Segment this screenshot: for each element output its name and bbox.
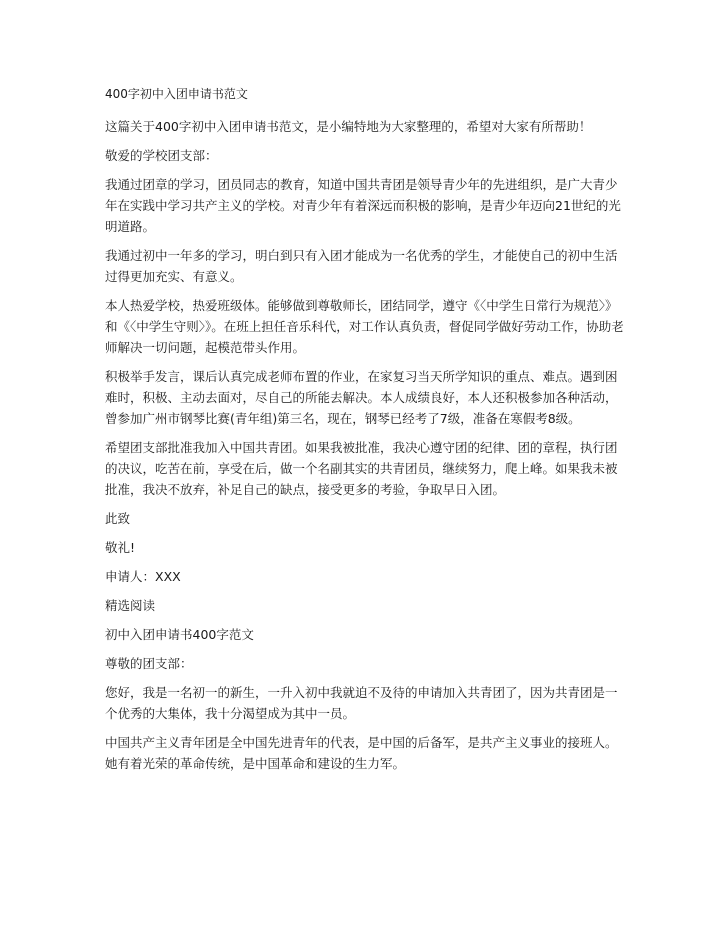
closing-line: 此致	[105, 511, 131, 526]
document-page	[105, 86, 625, 782]
regards-line: 敬礼!	[105, 540, 136, 555]
body-paragraph: 本人热爱学校，热爱班级体。能够做到尊敬师长，团结同学，遵守《〈中学生日常行为规范〉》和《〈中学生守则〉》。在班上担任音乐科代，对工作认真负责，督促同学做好劳动工作，协助老师解决一切问题，起模范带头作用。	[105, 298, 624, 355]
applicant-line: 申请人：XXX	[105, 569, 181, 584]
second-article-title: 初中入团申请书400字范文	[105, 627, 254, 642]
second-body-paragraph: 中国共产主义青年团是全中国先进青年的代表，是中国的后备军，是共产主义事业的接班人。她有着光荣的革命传统，是中国革命和建设的生力军。	[105, 735, 618, 771]
second-body-paragraph: 您好，我是一名初一的新生，一升入初中我就迫不及待的申请加入共青团了，因为共青团是一个优秀的大集体，我十分渴望成为其中一员。	[105, 685, 618, 721]
salutation: 敬爱的学校团支部：	[105, 148, 218, 163]
body-paragraph: 积极举手发言，课后认真完成老师布置的作业，在家复习当天所学知识的重点、难点。遇到困难时，积极、主动去面对，尽自己的所能去解决。本人成绩良好，本人还积极参加各种活动，曾参加广州市钢琴比赛(青年组)第三名，现在，钢琴已经考了7级，准备在寒假考8级。	[105, 369, 618, 426]
featured-heading: 精选阅读	[105, 598, 156, 613]
document-title: 400字初中入团申请书范文	[105, 87, 248, 101]
intro-paragraph: 这篇关于400字初中入团申请书范文，是小编特地为大家整理的，希望对大家有所帮助！	[105, 119, 592, 134]
second-salutation: 尊敬的团支部：	[105, 656, 193, 671]
body-paragraph: 我通过初中一年多的学习，明白到只有入团才能成为一名优秀的学生，才能使自己的初中生活过得更加充实、有意义。	[105, 248, 618, 284]
body-paragraph: 希望团支部批准我加入中国共青团。如果我被批准，我决心遵守团的纪律、团的章程，执行团的决议，吃苦在前，享受在后，做一个名副其实的共青团员，继续努力，爬上峰。如果我未被批准，我决不放弃，补足自己的缺点，接受更多的考验，争取早日入团。	[105, 440, 618, 497]
body-paragraph: 我通过团章的学习，团员同志的教育，知道中国共青团是领导青少年的先进组织，是广大青少年在实践中学习共产主义的学校。对青少年有着深远而积极的影响，是青少年迈向21世纪的光明道路。	[105, 177, 621, 234]
